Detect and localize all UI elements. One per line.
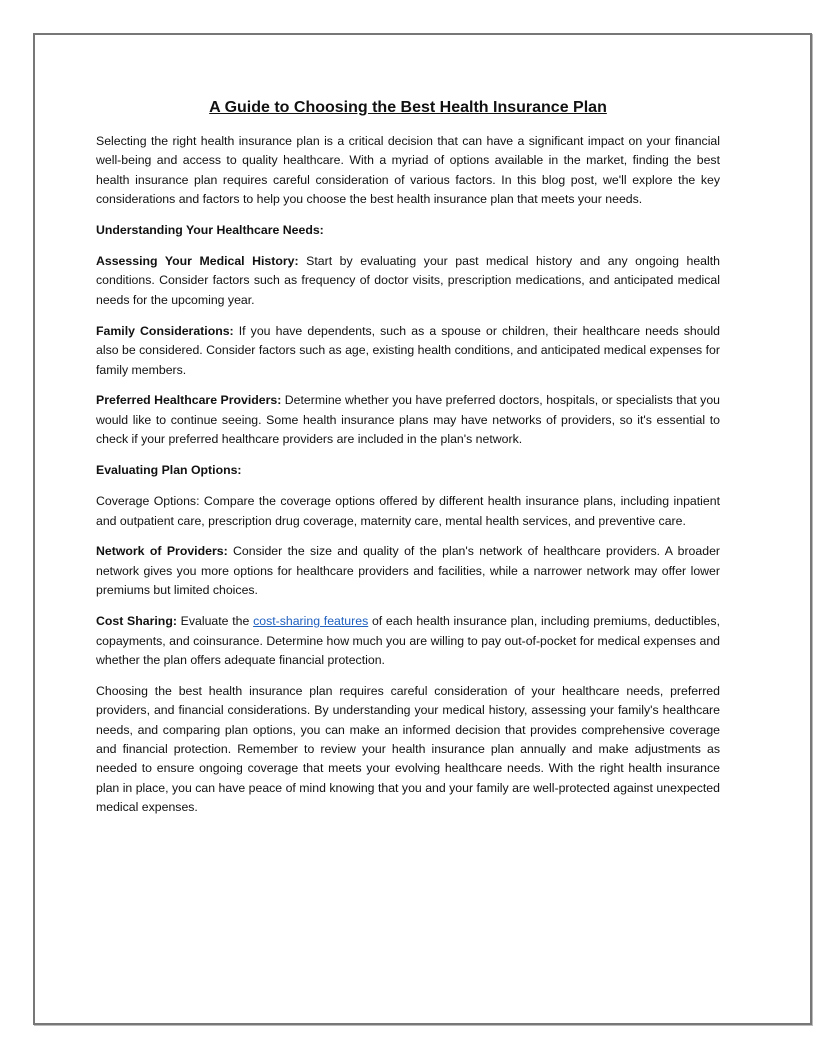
document-body <box>96 98 720 829</box>
section-heading-plan-options: Evaluating Plan Options: <box>96 463 242 478</box>
coverage-paragraph: Coverage Options: Compare the coverage options offered by different health insurance plans, including inpatient and outpatient care, prescription drug coverage, maternity care, mental health services, and preventive care. <box>96 494 720 528</box>
family-paragraph: Family Considerations: If you have dependents, such as a spouse or children, their healthcare needs should also be considered. Consider factors such as age, existing health conditions, and anticipated medical expenses for family members. <box>96 323 720 377</box>
providers-paragraph: Preferred Healthcare Providers: Determine whether you have preferred doctors, hospitals, or specialists that you would like to continue seeing. Some health insurance plans may have networks of providers, so it's essential to check if your preferred healthcare providers are included in the plan's network. <box>96 393 720 447</box>
cost-sharing-paragraph: Cost Sharing: Evaluate the cost-sharing features of each health insurance plan, including premiums, deductibles, copayments, and coinsurance. Determine how much you are willing to pay out-of-pocket for medical expenses and whether the plan offers adequate financial protection. <box>96 614 721 667</box>
network-paragraph: Network of Providers: Consider the size and quality of the plan's network of healthcare providers. A broader network gives you more options for healthcare providers and facilities, while a narrower network may offer lower premiums but limited choices. <box>96 544 720 598</box>
medical-history-paragraph: Assessing Your Medical History: Start by evaluating your past medical history and any ongoing health conditions. Consider factors such as frequency of doctor visits, prescription medications, and anticipated medical needs for the upcoming year. <box>96 254 720 307</box>
section-heading-needs: Understanding Your Healthcare Needs: <box>96 223 324 238</box>
conclusion-paragraph: Choosing the best health insurance plan requires careful consideration of your healthcare needs, preferred providers, and financial considerations. By understanding your medical history, assessing your family's healthcare needs, and comparing plan options, you can make an informed decision that provides comprehensive coverage and financial protection. Remember to review your health insurance plan annually and make adjustments as needed to ensure ongoing coverage that meets your evolving healthcare needs. With the right health insurance plan in place, you can have peace of mind knowing that you and your family are well-protected against unexpected medical expenses. <box>96 683 720 815</box>
intro-paragraph: Selecting the right health insurance plan is a critical decision that can have a significant impact on your financial well-being and access to quality healthcare. With a myriad of options available in the market, finding the best health insurance plan requires careful consideration of various factors. In this blog post, we'll explore the key considerations and factors to help you choose the best health insurance plan that meets your needs. <box>96 134 720 207</box>
document-title: A Guide to Choosing the Best Health Insurance Plan <box>209 99 607 116</box>
cost-sharing-link[interactable]: cost-sharing features <box>253 614 369 629</box>
